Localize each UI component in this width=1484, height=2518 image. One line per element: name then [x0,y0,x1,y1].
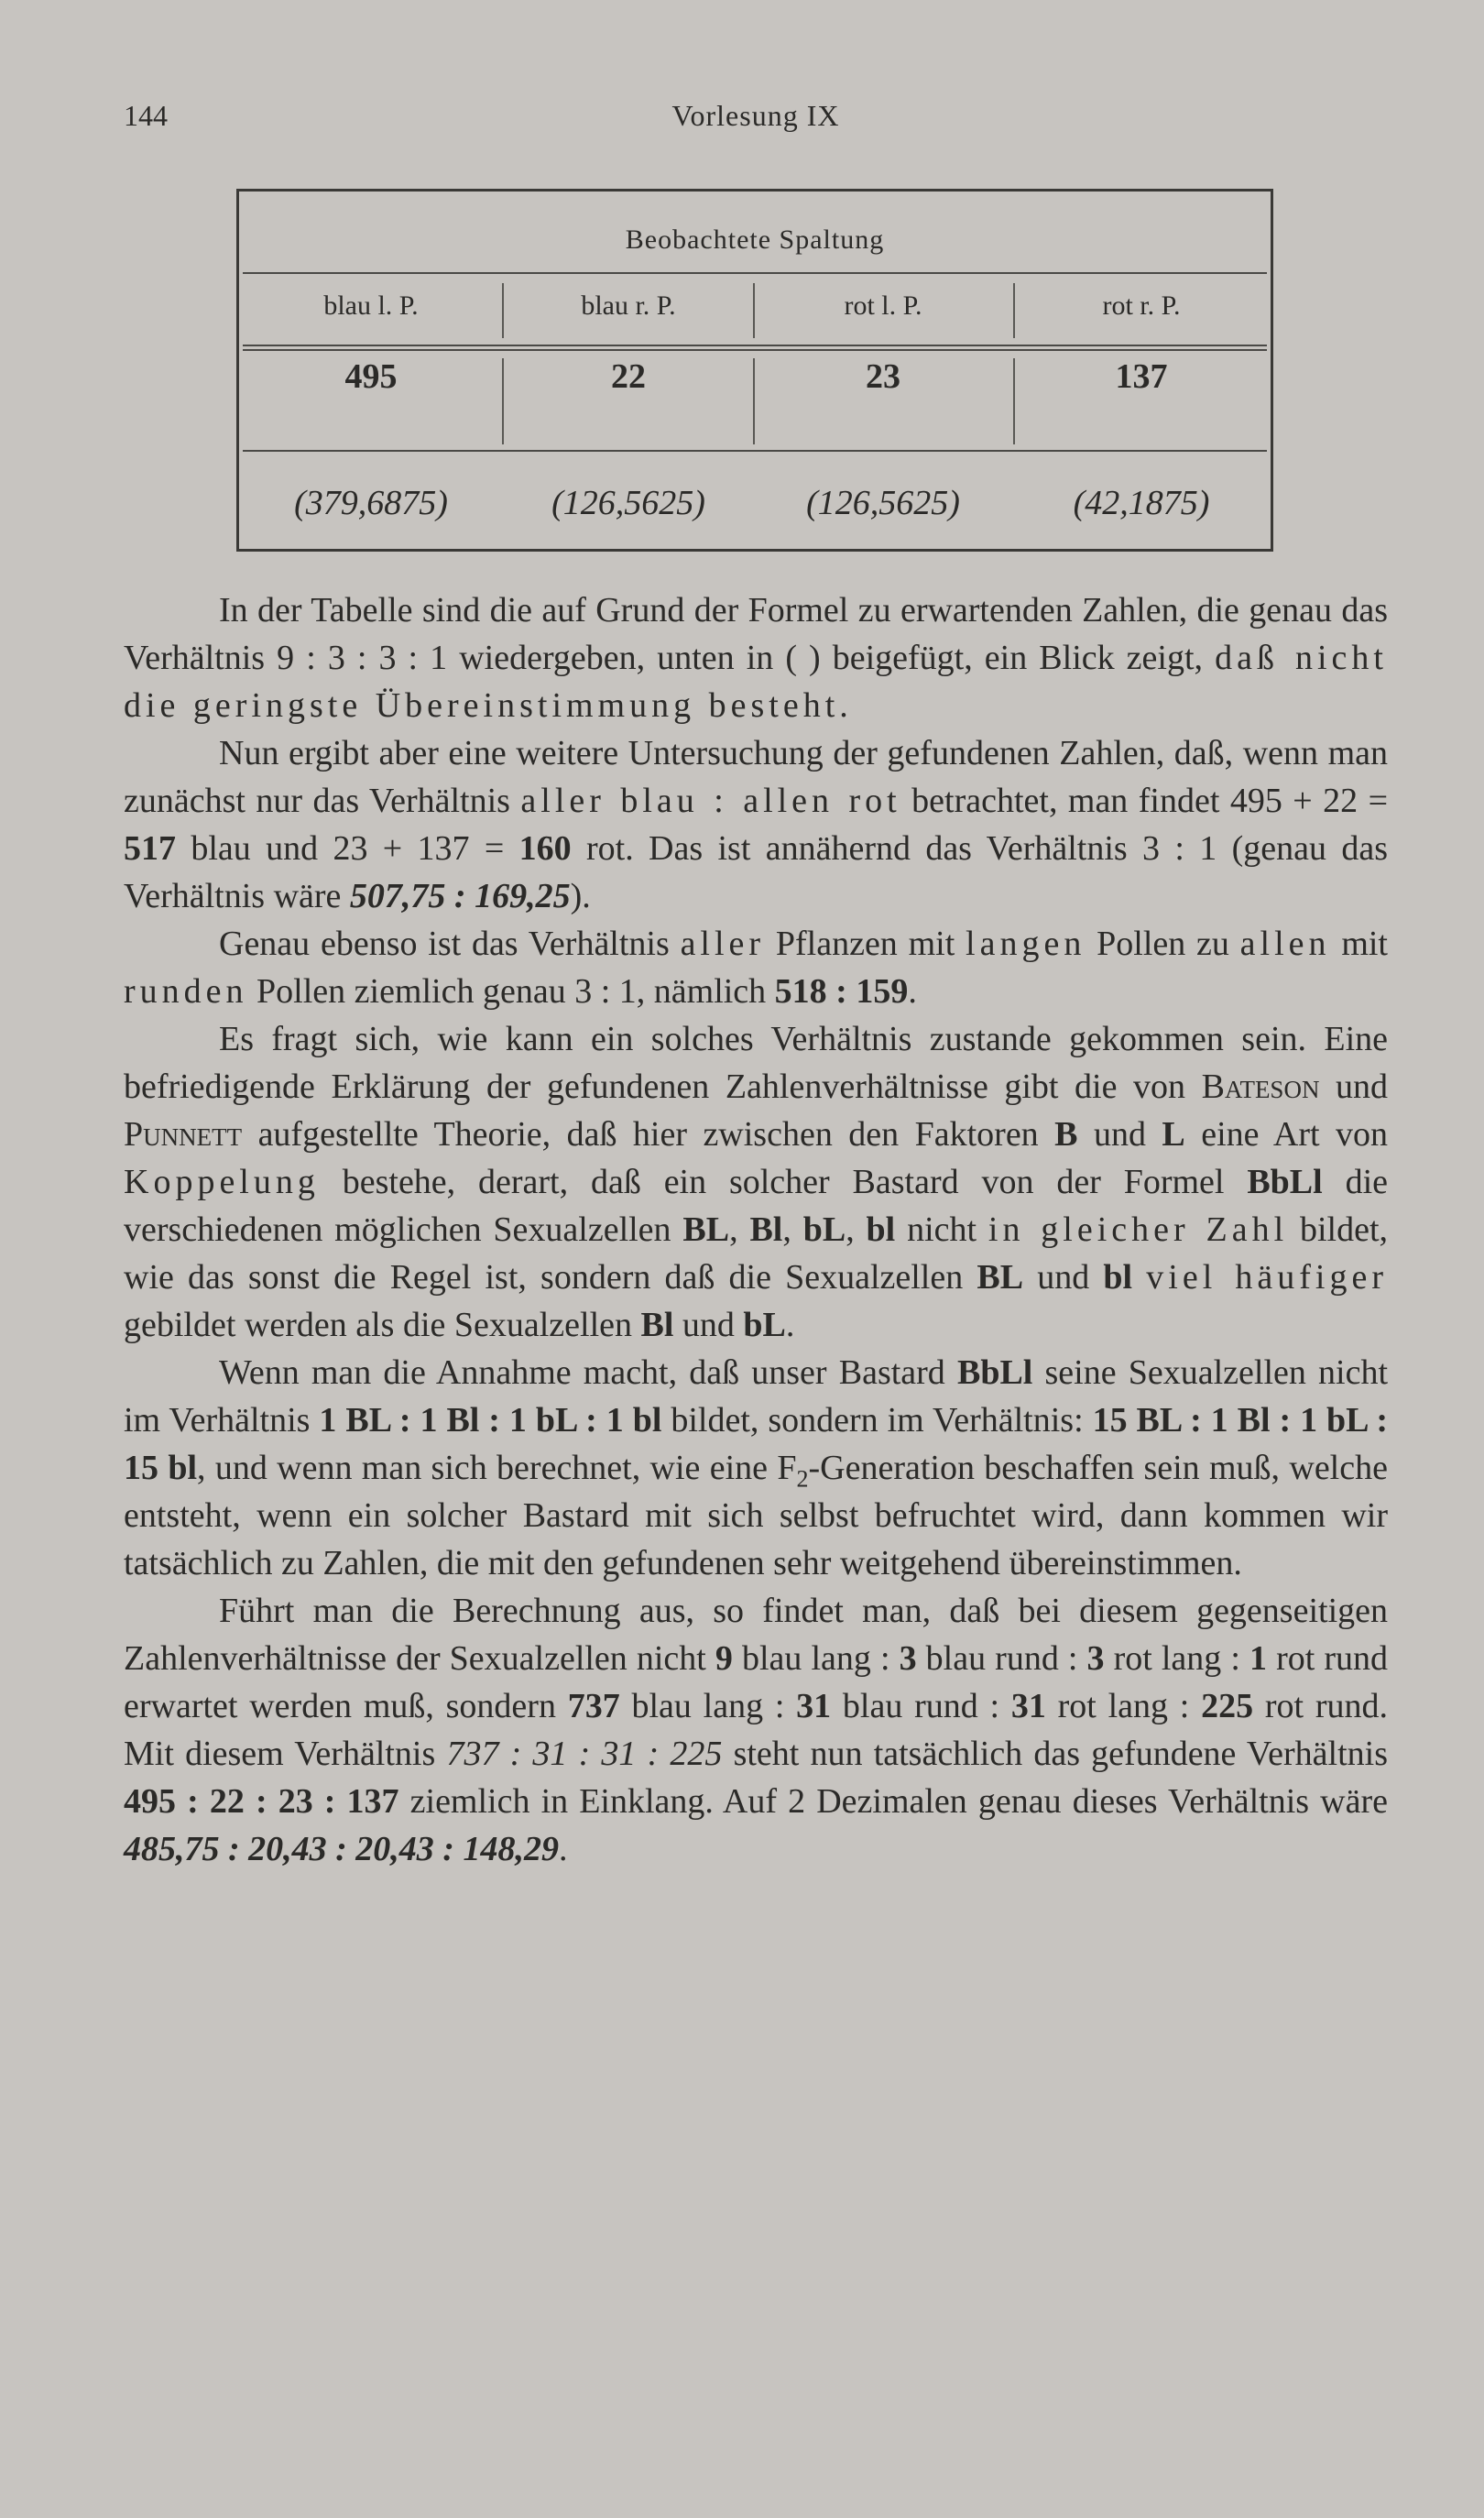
body-text [124,586,1388,1873]
paragraph: Nun ergibt aber eine weitere Untersuchung der gefundenen Zahlen, daß, wenn man zunächst nur das Verhältnis aller blau : allen rot betrachtet, man findet 495 + 22 = 517 blau und 23 + 137 = 160 rot. Das ist annähernd das Verhältnis 3 : 1 (genau das Verhältnis wäre 507,75 : 169,25). [124,734,1389,915]
running-head: Vorlesung IX [671,99,840,132]
expected-value: (42,1875) [1073,484,1210,522]
table-rule [243,345,1267,346]
table-rule [243,450,1267,452]
expected-value: (126,5625) [806,484,960,522]
column-header: blau l. P. [323,290,419,321]
page-header [124,99,1388,139]
column-header: blau r. P. [581,290,676,321]
expected-value: (126,5625) [551,484,705,522]
observed-value: 495 [344,357,398,396]
expected-value: (379,6875) [294,484,448,522]
paragraph: Wenn man die Annahme macht, daß unser Bastard BbLl seine Sexualzellen nicht im Verhältnis 1 BL : 1 Bl : 1 bL : 1 bl bildet, sondern im Verhältnis: 15 BL : 1 Bl : 1 bL : 15 bl, und wenn man sich berechnet, wie eine $F_2$-Generation beschaffen sein muß, welche entsteht, wenn ein solcher Bastard mit sich selbst befruchtet wird, dann kommen wir tatsächlich zu Zahlen, die mit den gefundenen sehr weitgehend übereinstimmen. [124,1353,1388,1582]
paragraph: In der Tabelle sind die auf Grund der Formel zu erwartenden Zahlen, die genau das Verhältnis 9 : 3 : 3 : 1 wiedergeben, unten in ( ) beigefügt, ein Blick zeigt, daß nicht die geringste Übereinstimmung besteht. [124,591,1388,725]
column-header: rot r. P. [1102,290,1181,321]
table-rule [243,272,1267,274]
table-rule [243,349,1267,351]
paragraph: Führt man die Berechnung aus, so findet man, daß bei diesem gegenseitigen Zahlenverhältnisse der Sexualzellen nicht 9 blau lang : 3 blau rund : 3 rot lang : 1 rot rund erwartet werden muß, sondern 737 blau lang : 31 blau rund : 31 rot lang : 225 rot rund. Mit diesem Verhältnis 737 : 31 : 31 : 225 steht nun tatsächlich das gefundene Verhältnis 495 : 22 : 23 : 137 ziemlich in Einklang. Auf 2 Dezimalen genau dieses Verhältnis wäre 485,75 : 20,43 : 20,43 : 148,29. [124,1592,1389,1868]
table-caption: Beobachtete Spaltung [625,224,885,255]
observed-value: 137 [1115,357,1168,396]
column-header: rot l. P. [844,290,922,321]
segregation-table [236,189,1273,552]
observed-value: 22 [611,357,646,396]
page-number: 144 [124,99,168,132]
observed-value: 23 [866,357,900,396]
paragraph: Genau ebenso ist das Verhältnis aller Pflanzen mit langen Pollen zu allen mit runden Pollen ziemlich genau 3 : 1, nämlich 518 : 159. [124,925,1388,1011]
paragraph: Es fragt sich, wie kann ein solches Verhältnis zustande gekommen sein. Eine befriedigende Erklärung der gefundenen Zahlenverhältnisse gibt die von Bateson und Punnett aufgestellte Theorie, daß hier zwischen den Faktoren B und L eine Art von Koppelung bestehe, derart, daß ein solcher Bastard von der Formel BbLl die verschiedenen möglichen Sexualzellen BL, Bl, bL, bl nicht in gleicher Zahl bildet, wie das sonst die Regel ist, sondern daß die Sexualzellen BL und bl viel häufiger gebildet werden als die Sexualzellen Bl und bL. [124,1020,1389,1344]
